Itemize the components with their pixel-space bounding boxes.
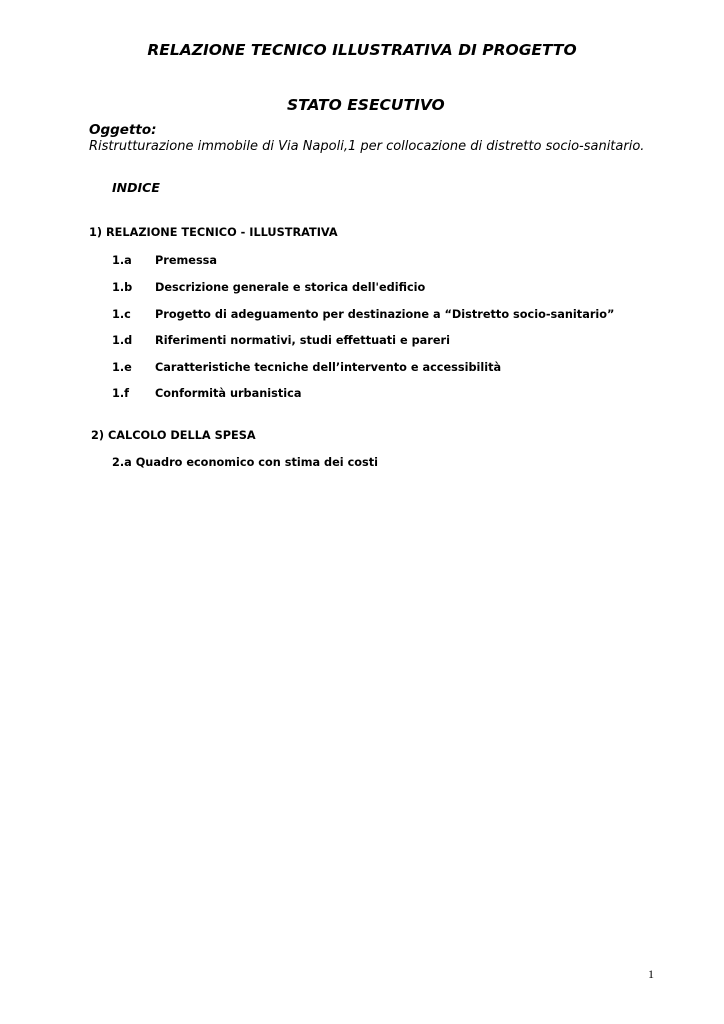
object-label: Oggetto: <box>89 122 157 138</box>
index-item-number: 1.a <box>112 254 132 267</box>
section-1-title: 1) RELAZIONE TECNICO - ILLUSTRATIVA <box>89 226 338 239</box>
index-item-text: 2.a Quadro economico con stima dei costi <box>112 456 379 469</box>
index-item-number: 1.e <box>112 361 132 374</box>
index-item-number: 1.f <box>112 387 130 400</box>
index-item-text: Conformità urbanistica <box>155 387 302 400</box>
section-2-title: 2) CALCOLO DELLA SPESA <box>91 429 256 442</box>
index-item-number: 1.d <box>112 334 133 347</box>
index-item-number: 1.b <box>112 281 133 294</box>
index-item-number: 1.c <box>112 308 131 321</box>
index-item-text: Descrizione generale e storica dell'edificio <box>155 281 426 294</box>
index-heading: INDICE <box>112 180 160 195</box>
page-number: 1 <box>648 967 654 981</box>
index-item-text: Riferimenti normativi, studi effettuati e pareri <box>155 334 450 347</box>
index-item-text: Premessa <box>155 254 218 267</box>
index-item-text: Progetto di adeguamento per destinazione a “Distretto socio-sanitario” <box>155 308 615 321</box>
document-title: RELAZIONE TECNICO ILLUSTRATIVA DI PROGETTO <box>147 41 577 59</box>
object-text: Ristrutturazione immobile di Via Napoli,1 per collocazione di distretto socio-sanitario. <box>89 139 645 154</box>
index-item-text: Caratteristiche tecniche dell’intervento e accessibilità <box>155 361 502 374</box>
document-subtitle: STATO ESECUTIVO <box>287 96 445 114</box>
